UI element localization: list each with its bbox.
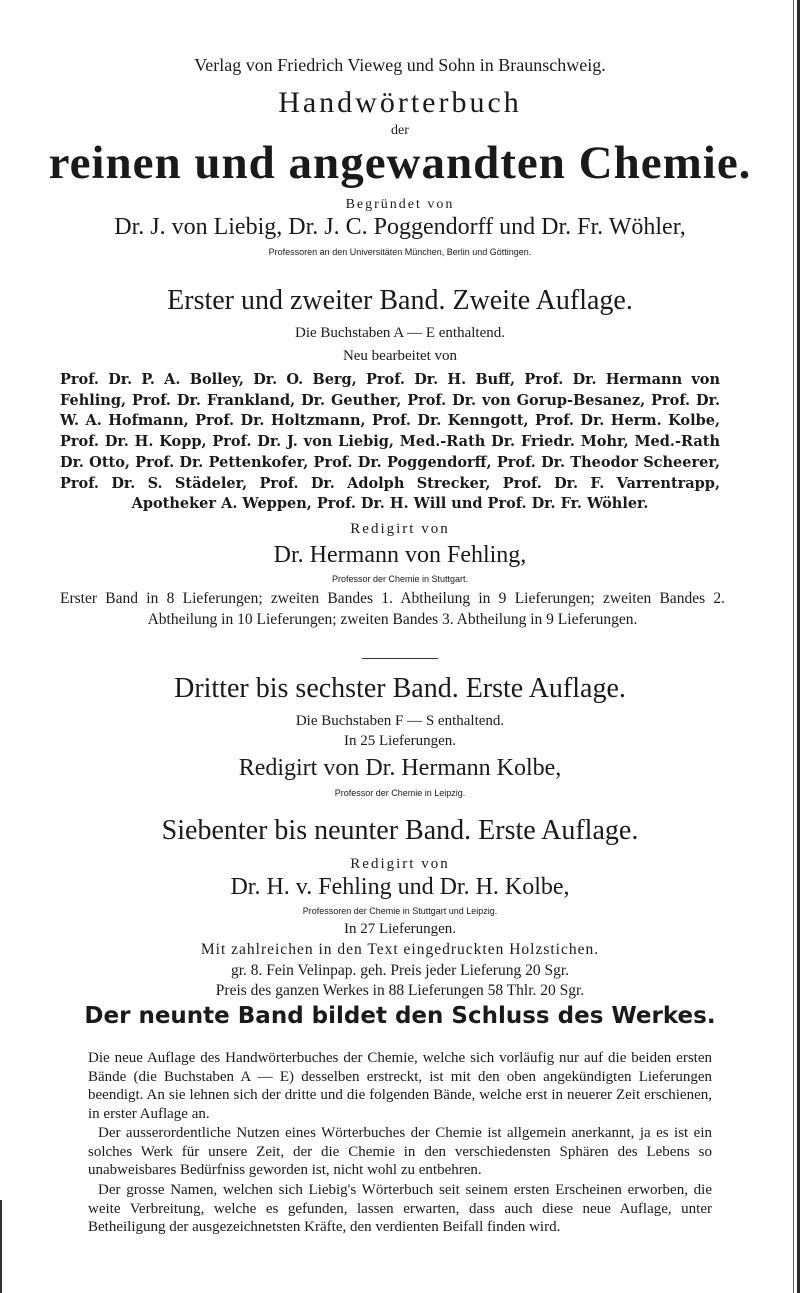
section3-editors: Dr. H. v. Fehling und Dr. H. Kolbe, (230, 874, 570, 900)
section1-editor-role: Professor der Chemie in Stuttgart. (331, 574, 469, 584)
section1-revised-by: Neu bearbeitet von (342, 348, 458, 364)
section2-letters: Die Buchstaben F — S enthaltend. (295, 713, 505, 729)
section1-heading: Erster und zweiter Band. Zweite Auflage. (167, 285, 633, 316)
main-title: reinen und angewandten Chemie. (48, 137, 752, 189)
founded-by-label: Begründet von (345, 197, 455, 212)
section1-deliveries: Erster Band in 8 Lieferungen; zweiten Bandes 1. Abtheilung in 9 Lieferungen; zweiten Bandes 2. Abtheilung in 10 Lieferungen; zweiten Bandes 3. Abtheilung in 9 Lieferungen. (60, 590, 725, 628)
section2-deliveries: In 25 Lieferungen. (343, 733, 457, 749)
section3-price-total: Preis des ganzen Werkes in 88 Lieferungen 58 Thlr. 20 Sgr. (215, 982, 585, 999)
section3-format: gr. 8. Fein Velinpap. geh. Preis jeder Lieferung 20 Sgr. (230, 962, 570, 979)
paragraph-reputation: Der grosse Namen, welchen sich Liebig's Wörterbuch seit seinem ersten Erscheinen erworben, die weite Verbreitung, welche es gefunden, lassen erwarten, dass auch diese neue Auflage, unter Betheiligung der ausgezeichnetsten Kräfte, den verdienten Beifall finden wird. (88, 1182, 712, 1236)
section1-editor: Dr. Hermann von Fehling, (273, 542, 527, 568)
section3-editors-role: Professoren der Chemie in Stuttgart und Leipzig. (302, 906, 498, 916)
publisher-line: Verlag von Friedrich Vieweg und Sohn in Braunschweig. (194, 55, 606, 75)
section-divider (362, 658, 438, 659)
section1-letters: Die Buchstaben A — E enthaltend. (295, 325, 505, 341)
title-handwoerterbuch: Handwörterbuch (278, 86, 522, 119)
section2-heading: Dritter bis sechster Band. Erste Auflage. (174, 673, 626, 704)
founders-positions: Professoren an den Universitäten München, Berlin und Göttingen. (268, 247, 532, 257)
section3-edited-by: Redigirt von (350, 856, 450, 872)
page-left-mark (0, 1200, 2, 1293)
paragraph-new-edition: Die neue Auflage des Handwörterbuches der Chemie, welche sich vorläufig nur auf die beiden ersten Bände (die Buchstaben A — E) desselben erstreckt, ist mit den oben angekündigten Lieferungen beendigt. An sie lehnen sich der dritte und die folgenden Bände, welche erst in neuerer Zeit erschienen, in erster Auflage an. (88, 1050, 712, 1123)
founders-line: Dr. J. von Liebig, Dr. J. C. Poggendorff und Dr. Fr. Wöhler, (114, 214, 686, 240)
section2-editor: Redigirt von Dr. Hermann Kolbe, (238, 755, 562, 781)
title-der: der (391, 123, 409, 138)
paragraph-usefulness: Der ausserordentliche Nutzen eines Wörterbuches der Chemie ist allgemein anerkannt, ja es ist ein solches Werk für unsere Zeit, der die Chemie in den verschiedensten Sphären des Lebens so unabweisbares Bedürfniss geworden ist, nicht wohl zu entbehren. (88, 1125, 712, 1179)
page-edge-line (793, 0, 794, 1293)
closing-heading: Der neunte Band bildet den Schluss des Werkes. (84, 1003, 716, 1029)
section3-heading: Siebenter bis neunter Band. Erste Auflage. (161, 815, 639, 846)
section1-contributors: Prof. Dr. P. A. Bolley, Dr. O. Berg, Prof. Dr. H. Buff, Prof. Dr. Hermann von Fehling, Prof. Dr. Frankland, Dr. Geuther, Prof. Dr. von Gorup-Besanez, Prof. Dr. W. A. Hofmann, Prof. Dr. Holtzmann, Prof. Dr. Kenngott, Prof. Dr. Herm. Kolbe, Prof. Dr. H. Kopp, Prof. Dr. J. von Liebig, Med.-Rath Dr. Friedr. Mohr, Med.-Rath Dr. Otto, Prof. Dr. Pettenkofer, Prof. Dr. Poggendorff, Prof. Dr. Theodor Scheerer, Prof. Dr. S. Städeler, Prof. Dr. Adolph Strecker, Prof. Dr. F. Varrentrapp, Apotheker A. Weppen, Prof. Dr. H. Will und Prof. Dr. Fr. Wöhler. (60, 371, 720, 513)
section3-woodcuts: Mit zahlreichen in den Text eingedruckten Holzstichen. (200, 941, 600, 958)
section3-deliveries: In 27 Lieferungen. (343, 921, 457, 937)
section2-editor-role: Professor der Chemie in Leipzig. (334, 788, 466, 798)
section1-edited-by: Redigirt von (350, 521, 450, 537)
